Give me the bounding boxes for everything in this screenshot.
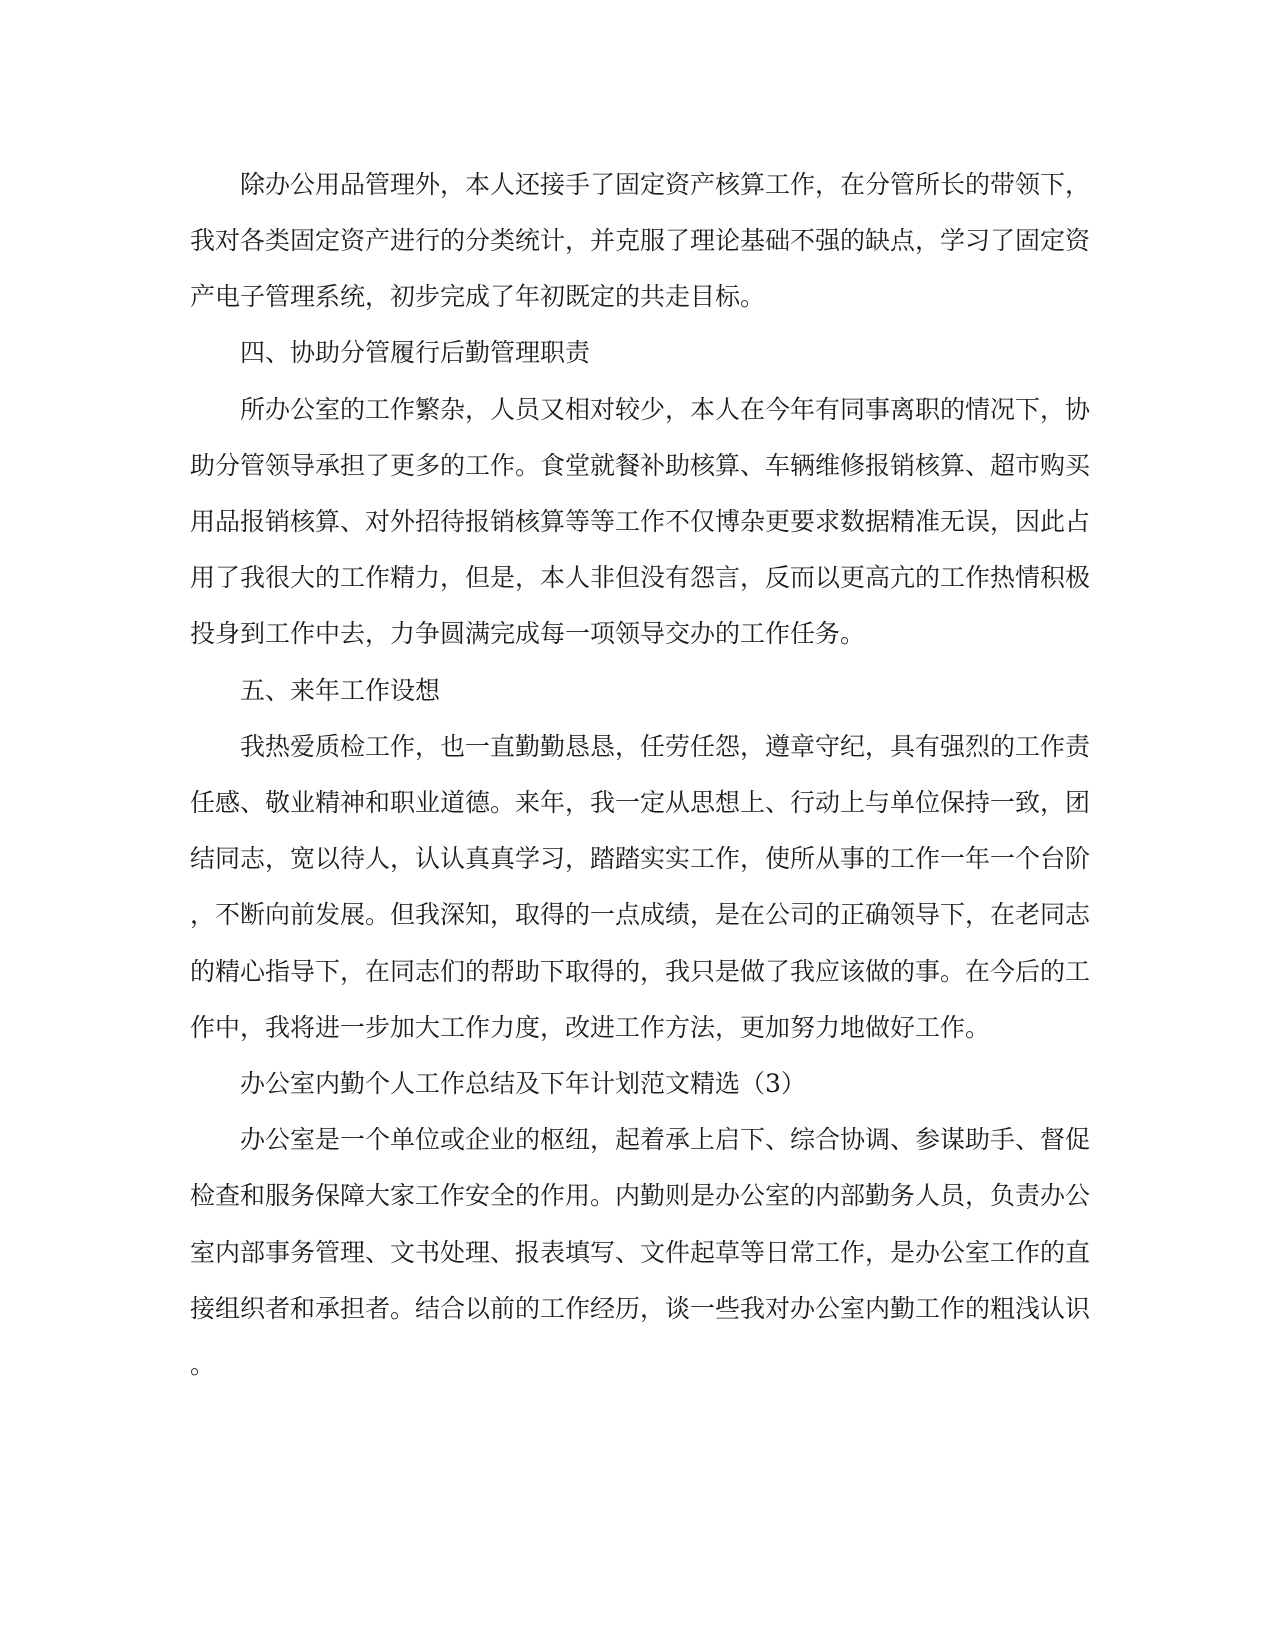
section-heading: 四、协助分管履行后勤管理职责 xyxy=(240,338,591,367)
paragraph-line: 接组织者和承担者。结合以前的工作经历，谈一些我对办公室内勤工作的粗浅认识 xyxy=(190,1294,1091,1323)
paragraph-line: 检查和服务保障大家工作安全的作用。内勤则是办公室的内部勤务人员，负责办公 xyxy=(190,1181,1091,1210)
section-heading: 五、来年工作设想 xyxy=(240,676,441,705)
paragraph-line: 室内部事务管理、文书处理、报表填写、文件起草等日常工作，是办公室工作的直 xyxy=(190,1238,1091,1267)
paragraph-line: 办公室是一个单位或企业的枢纽，起着承上启下、综合协调、参谋助手、督促 xyxy=(240,1125,1091,1154)
paragraph-line: 产电子管理系统，初步完成了年初既定的共走目标。 xyxy=(190,282,766,311)
paragraph-line: 除办公用品管理外，本人还接手了固定资产核算工作，在分管所长的带领下， xyxy=(240,170,1091,199)
paragraph-line: 助分管领导承担了更多的工作。食堂就餐补助核算、车辆维修报销核算、超市购买 xyxy=(190,451,1091,480)
paragraph-line: 结同志，宽以待人，认认真真学习，踏踏实实工作，使所从事的工作一年一个台阶 xyxy=(190,844,1091,873)
paragraph-line: ，不断向前发展。但我深知，取得的一点成绩，是在公司的正确领导下，在老同志 xyxy=(190,900,1091,929)
section-heading: 办公室内勤个人工作总结及下年计划范文精选（3） xyxy=(240,1069,806,1098)
paragraph-line: 我热爱质检工作，也一直勤勤恳恳，任劳任怨，遵章守纪，具有强烈的工作责 xyxy=(240,732,1091,761)
paragraph-line: 投身到工作中去，力争圆满完成每一项领导交办的工作任务。 xyxy=(190,619,866,648)
paragraph-line: 用了我很大的工作精力，但是，本人非但没有怨言，反而以更高亢的工作热情积极 xyxy=(190,563,1091,592)
paragraph-line: 我对各类固定资产进行的分类统计，并克服了理论基础不强的缺点，学习了固定资 xyxy=(190,226,1091,255)
paragraph-line: 。 xyxy=(190,1350,216,1379)
paragraph-line: 作中，我将进一步加大工作力度，改进工作方法，更加努力地做好工作。 xyxy=(190,1013,991,1042)
paragraph-line: 用品报销核算、对外招待报销核算等等工作不仅博杂更要求数据精准无误，因此占 xyxy=(190,507,1091,536)
paragraph-line: 所办公室的工作繁杂，人员又相对较少，本人在今年有同事离职的情况下，协 xyxy=(240,395,1091,424)
paragraph-line: 任感、敬业精神和职业道德。来年，我一定从思想上、行动上与单位保持一致，团 xyxy=(190,788,1091,817)
paragraph-line: 的精心指导下，在同志们的帮助下取得的，我只是做了我应该做的事。在今后的工 xyxy=(190,957,1091,986)
